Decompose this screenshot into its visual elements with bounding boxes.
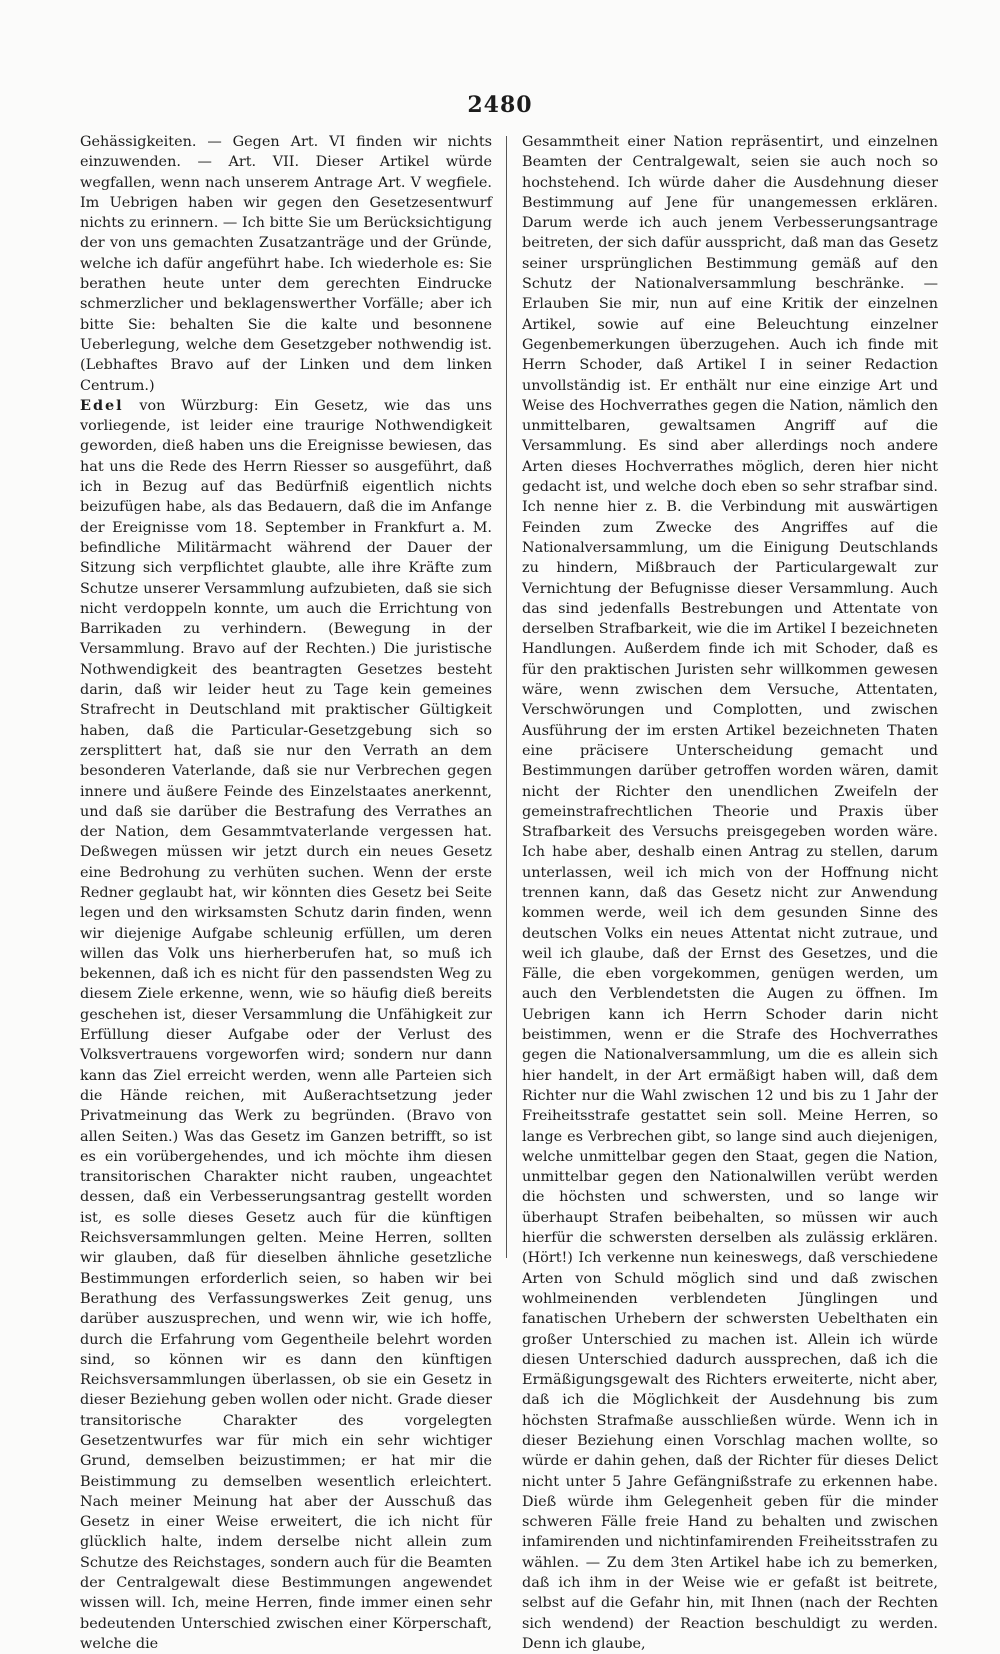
right-paragraph-1: Gesammtheit einer Nation repräsentirt, und einzelnen Beamten der Centralgewalt, seien sie auch noch so hochstehend. Ich würde daher die Ausdehnung dieser Bestimmung auf Jene für unangemessen erklären. Darum werde ich auch jenem Verbesserungsantrage beitreten, der sich dafür ausspricht, daß man das Gesetz seiner ursprünglichen Bestimmung gemäß auf den Schutz der Nationalversammlung beschränke. — Erlauben Sie mir, nun auf eine Kritik der einzelnen Artikel, sowie auf eine Beleuchtung einzelner Gegenbemerkungen überzugehen. Auch ich finde mit Herrn Schoder, daß Artikel I in seiner Redaction unvollständig ist. Er enthält nur eine einzige Art und Weise des Hochverrathes gegen die Nation, nämlich den unmittelbaren, gewaltsamen Angriff auf die Versammlung. Es sind aber allerdings noch andere Arten dieses Hochverrathes möglich, deren hier nicht gedacht ist, und welche doch eben so sehr strafbar sind. Ich nenne hier z. B. die Verbindung mit auswärtigen Feinden zum Zwecke des Angriffes auf die Nationalversammlung, um die Einigung Deutschlands zu hindern, Mißbrauch der Particulargewalt zur Vernichtung der Befugnisse dieser Versammlung. Auch das sind jedenfalls Bestrebungen und Attentate von derselben Strafbarkeit, wie die im Artikel I bezeichneten Handlungen. Außerdem finde ich mit Schoder, daß es für den praktischen Juristen sehr willkommen gewesen wäre, wenn zwischen dem Versuche, Attentaten, Verschwörungen und Complotten, und zwischen Ausführung der im ersten Artikel bezeichneten Thaten eine präcisere Unterscheidung gemacht und Bestimmungen darüber getroffen worden wären, damit nicht der Richter den unendlichen Zweifeln der gemeinstrafrechtlichen Theorie und Praxis über Strafbarkeit des Versuchs preisgegeben worden wäre. Ich habe aber, deshalb einen Antrag zu stellen, darum unterlassen, weil ich mich von der Hoffnung nicht trennen kann, daß das Gesetz nicht zur Anwendung kommen werde, weil ich dem gesunden Sinne des deutschen Volks ein neues Attentat nicht zutraue, und weil ich glaube, daß der Ernst des Gesetzes, und die Fälle, die eben vorgekommen, genügen werden, um auch den Verblendetsten die Augen zu öffnen. Im Uebrigen kann ich Herrn Schoder darin nicht beistimmen, wenn er die Strafe des Hochverrathes gegen die Nationalversammlung, um die es allein sich hier handelt, in der Art ermäßigt haben will, daß dem Richter nur die Wahl zwischen 12 und bis zu 1 Jahr der Freiheitsstrafe gestattet sein soll. Meine Herren, so lange es Verbrechen gibt, so lange sind auch diejenigen, welche unmittelbar gegen den Staat, gegen die Nation, unmittelbar gegen den Nationalwillen verübt werden die höchsten und schwersten, und so lange wir überhaupt Strafen beibehalten, so müssen wir auch hierfür die schwersten derselben als zulässig erklären. (Hört!) Ich verkenne nun keineswegs, daß verschiedene Arten von Schuld möglich sind und daß zwischen wohlmeinenden verblendeten Jünglingen und fanatischen Urhebern der schwersten Uebelthaten ein großer Unterschied zu machen ist. Allein ich würde diesen Unterschied dadurch aussprechen, daß ich die Ermäßigungsgewalt des Richters erweiterte, nicht aber, daß ich die Möglichkeit der Ausdehnung bis zum höchsten Strafmaße ausschließen würde. Wenn ich in dieser Beziehung einen Vorschlag machen wollte, so würde er dahin gehen, daß der Richter für dieses Delict nicht unter 5 Jahre Gefängnißstrafe zu erkennen habe. Dieß würde ihm Gelegenheit geben für die minder schweren Fälle freie Hand zu behalten und zwischen infamirenden und nichtinfamirenden Freiheitsstrafen zu wählen. — Zu dem 3ten Artikel habe ich zu bemerken, daß ich ihm in der Weise wie er gefaßt ist beitrete, selbst auf die Gefahr hin, mit Ihnen (nach der Rechten sich wendend) der Reaction beschuldigt zu werden. Denn ich glaube,	[522, 134, 938, 1652]
left-paragraph-2	[80, 396, 492, 1654]
left-paragraph-1: Gehässigkeiten. — Gegen Art. VI finden wir nichts einzuwenden. — Art. VII. Dieser Artikel würde wegfallen, wenn nach unserem Antrage Art. V wegfiele. Im Uebrigen haben wir gegen den Gesetzesentwurf nichts zu erinnern. — Ich bitte Sie um Berücksichtigung der von uns gemachten Zusatzanträge und der Gründe, welche ich dafür angeführt habe. Ich wiederhole es: Sie berathen heute unter dem gerechten Eindrucke schmerzlicher und beklagenswerther Vorfälle; aber ich bitte Sie: behalten Sie die kalte und besonnene Ueberlegung, welche dem Gesetzgeber nothwendig ist. (Lebhaftes Bravo auf der Linken und dem linken Centrum.)	[80, 134, 492, 394]
left-column	[80, 132, 492, 1652]
page-number: 2480	[467, 92, 533, 118]
column-divider	[506, 136, 507, 1258]
speaker-name: Edel	[80, 396, 124, 414]
right-column	[522, 132, 938, 1652]
speech-text: von Würzburg: Ein Gesetz, wie das uns vorliegende, ist leider eine traurige Nothwendigkeit geworden, dieß haben uns die Ereignisse bewiesen, das hat uns die Rede des Herrn Riesser so ausgeführt, daß ich in Bezug auf das Bedürfniß eigentlich nichts beizufügen habe, als das Bedauern, daß die im Anfange der Ereignisse vom 18. September in Frankfurt a. M. befindliche Militärmacht während der Dauer der Sitzung sich verpflichtet glaubte, alle ihre Kräfte zum Schutze unserer Versammlung aufzubieten, daß sie sich nicht verdoppeln konnte, um auch die Errichtung von Barrikaden zu verhindern. (Bewegung in der Versammlung. Bravo auf der Rechten.) Die juristische Nothwendigkeit des beantragten Gesetzes besteht darin, daß wir leider heut zu Tage kein gemeines Strafrecht in Deutschland mit praktischer Gültigkeit haben, daß die Particular-Gesetzgebung sich so zersplittert hat, daß sie nur den Verrath an dem besonderen Vaterlande, daß sie nur Verbrechen gegen innere und äußere Feinde des Einzelstaates anerkennt, und daß sie darüber die Bestrafung des Verrathes an der Nation, dem Gesammtvaterlande vergessen hat. Deßwegen müssen wir jetzt durch ein neues Gesetz eine Bedrohung zu verhüten suchen. Wenn der erste Redner geglaubt hat, wir könnten dies Gesetz bei Seite legen und den wirksamsten Schutz darin finden, wenn wir diejenige Aufgabe schleunig erfüllen, um deren willen das Volk uns hierherberufen hat, so muß ich bekennen, daß ich es nicht für den passendsten Weg zu diesem Ziele erkenne, wenn, wie so häufig dieß bereits geschehen ist, dieser Versammlung die Unfähigkeit zur Erfüllung dieser Aufgabe oder der Verlust des Volksvertrauens vorgeworfen wird; sondern nur dann kann das Ziel erreicht werden, wenn alle Parteien sich die Hände reichen, mit Außerachtsetzung jeder Privatmeinung das Werk zu begründen. (Bravo von allen Seiten.) Was das Gesetz im Ganzen betrifft, so ist es ein vorübergehendes, und ich möchte ihm diesen transitorischen Charakter nicht rauben, ungeachtet dessen, daß ein Verbesserungsantrag gestellt worden ist, es solle dieses Gesetz auch für die künftigen Reichsversammlungen gelten. Meine Herren, sollten wir glauben, daß für dieselben ähnliche gesetzliche Bestimmungen erforderlich seien, so haben wir bei Berathung des Verfassungswerkes Zeit genug, uns darüber auszusprechen, und wenn wir, wie ich hoffe, durch die Erfahrung vom Gegentheile belehrt worden sind, so können wir es dann den künftigen Reichsversammlungen überlassen, ob sie ein Gesetz in dieser Beziehung geben wollen oder nicht. Grade dieser transitorische Charakter des vorgelegten Gesetzentwurfes war für mich ein sehr wichtiger Grund, demselben beizustimmen; er hat mir die Beistimmung zu demselben wesentlich erleichtert. Nach meiner Meinung hat aber der Ausschuß das Gesetz in einer Weise erweitert, die ich nicht für glücklich halte, indem derselbe nicht allein zum Schutze des Reichstages, sondern auch für die Beamten der Centralgewalt diese Bestimmungen angewendet wissen will. Ich, meine Herren, finde immer einen sehr bedeutenden Unterschied zwischen einer Körperschaft, welche die	[80, 397, 492, 1652]
